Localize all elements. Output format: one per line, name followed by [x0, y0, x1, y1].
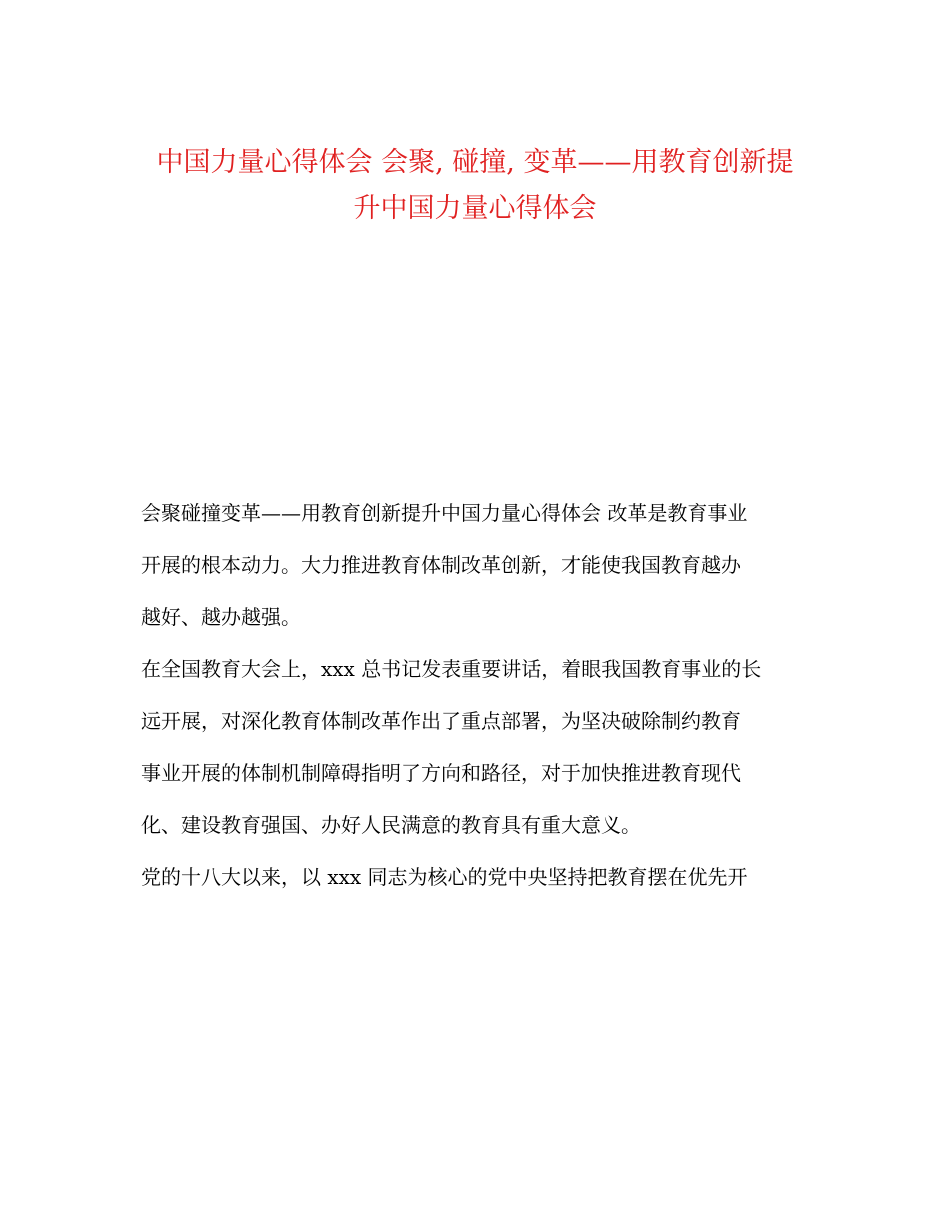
body-line-4: 在全国教育大会上，xxx 总书记发表重要讲话，着眼我国教育事业的长: [141, 657, 762, 681]
document-title: [100, 140, 850, 232]
body-line-6: 事业开展的体制机制障碍指明了方向和路径，对于加快推进教育现代: [141, 761, 741, 785]
body-line-1: 会聚碰撞变革——用教育创新提升中国力量心得体会 改革是教育事业: [141, 501, 748, 525]
body-line-2: 开展的根本动力。大力推进教育体制改革创新，才能使我国教育越办: [141, 553, 741, 577]
title-line-1: 中国力量心得体会 会聚, 碰撞, 变革——用教育创新提: [156, 147, 794, 178]
body-line-3: 越好、越办越强。: [141, 605, 301, 629]
body-line-8: 党的十八大以来，以 xxx 同志为核心的党中央坚持把教育摆在优先开: [141, 865, 748, 889]
document-body: [141, 487, 821, 903]
body-line-7: 化、建设教育强国、办好人民满意的教育具有重大意义。: [141, 813, 641, 837]
body-line-5: 远开展，对深化教育体制改革作出了重点部署，为坚决破除制约教育: [141, 709, 741, 733]
title-line-2: 升中国力量心得体会: [353, 193, 597, 224]
